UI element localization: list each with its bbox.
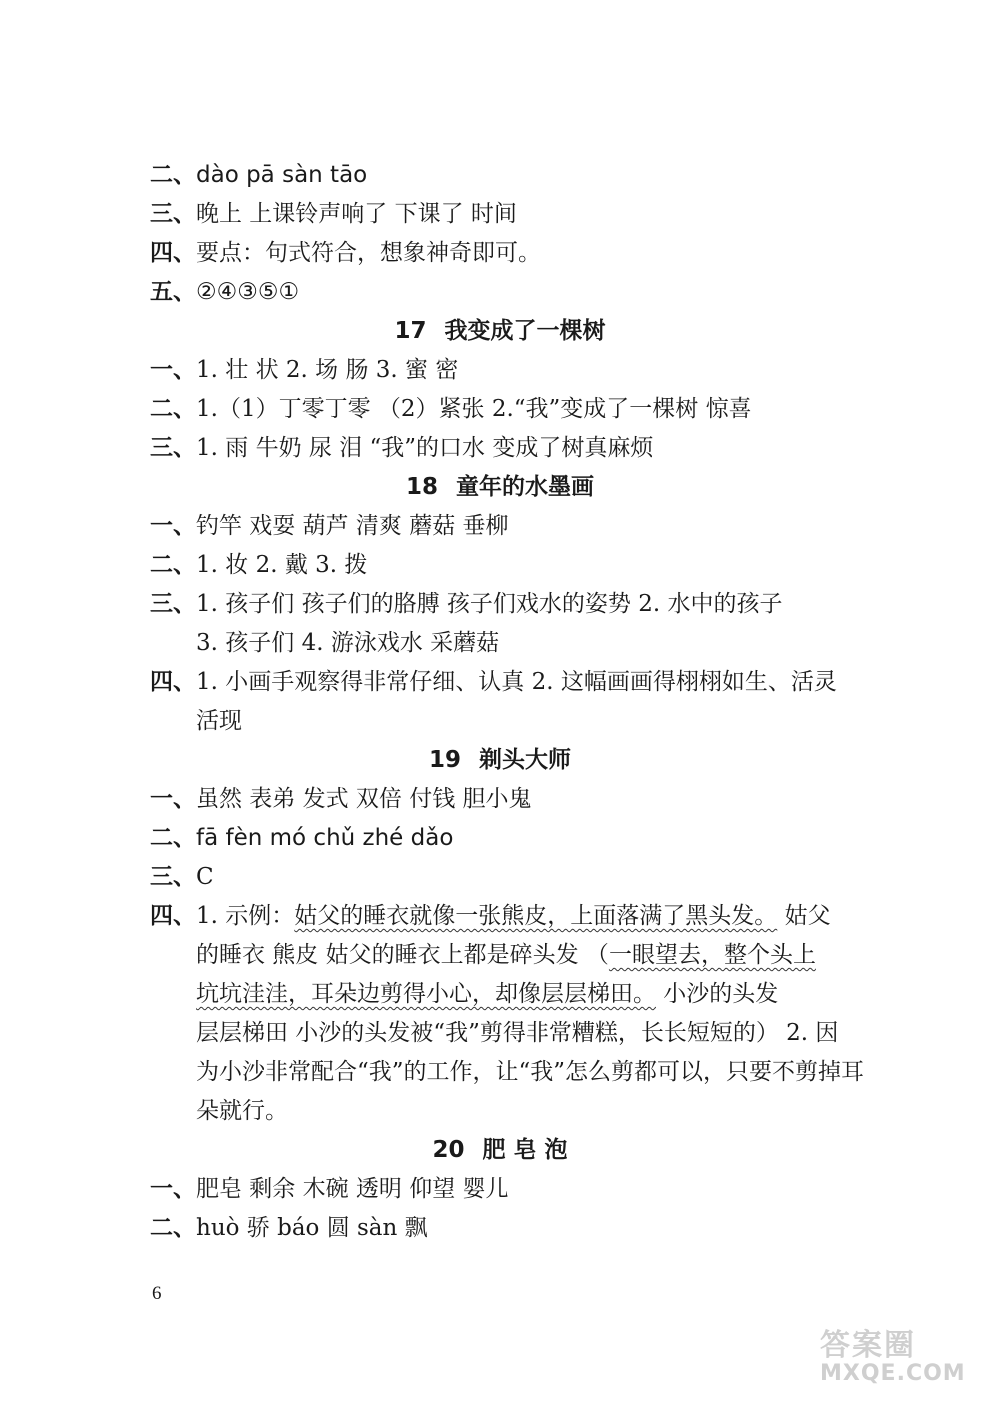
answer-line: 坑坑洼洼，耳朵边剪得小心，却像层层梯田。 小沙的头发 <box>196 981 779 1007</box>
answer-line: 二、fā fèn mó chǔ zhé dǎo <box>150 824 454 851</box>
answer-line: 三、晚上 上课铃声响了 下课了 时间 <box>150 200 517 227</box>
wavy-underlined-text: 姑父的睡衣就像一张熊皮，上面落满了黑头发。 <box>294 903 778 929</box>
answer-line: 四、要点：句式符合，想象神奇即可。 <box>150 239 541 266</box>
answer-line: 五、②④③⑤① <box>150 278 300 305</box>
section-title: 19 剃头大师 <box>428 747 571 773</box>
answer-line: 为小沙非常配合“我”的工作，让“我”怎么剪都可以，只要不剪掉耳 <box>196 1059 865 1085</box>
answer-line: 活现 <box>196 708 242 734</box>
watermark-logo: 答案圈 MXQE.COM <box>820 1328 966 1386</box>
section-title: 18 童年的水墨画 <box>405 474 594 500</box>
answer-line: 三、1. 孩子们 孩子们的胳膊 孩子们戏水的姿势 2. 水中的孩子 <box>150 590 783 617</box>
answer-line: 二、1.（1）丁零丁零 （2）紧张 2.“我”变成了一棵树 惊喜 <box>150 395 752 422</box>
answer-line: 一、肥皂 剩余 木碗 透明 仰望 婴儿 <box>150 1175 509 1202</box>
page-number: 6 <box>152 1283 162 1304</box>
answer-line: 四、1. 示例：姑父的睡衣就像一张熊皮，上面落满了黑头发。 姑父 <box>150 902 831 929</box>
answer-line: 层层梯田 小沙的头发被“我”剪得非常糟糕，长长短短的） 2. 因 <box>196 1020 839 1046</box>
answer-line: 二、dào pā sàn tāo <box>150 161 368 188</box>
answer-line: 一、1. 壮 状 2. 场 肠 3. 蜜 密 <box>150 356 459 383</box>
answer-line: 三、C <box>150 863 214 890</box>
answer-line: 3. 孩子们 4. 游泳戏水 采蘑菇 <box>196 630 500 656</box>
answer-line: 三、1. 雨 牛奶 尿 泪 “我”的口水 变成了树真麻烦 <box>150 434 654 461</box>
section-title: 20 肥 皂 泡 <box>432 1137 568 1163</box>
answer-line: 的睡衣 熊皮 姑父的睡衣上都是碎头发 （一眼望去，整个头上 <box>196 942 816 968</box>
wavy-underlined-text: 坑坑洼洼，耳朵边剪得小心，却像层层梯田。 <box>196 981 656 1007</box>
section-title: 17 我变成了一棵树 <box>394 318 606 344</box>
answer-line: 一、虽然 表弟 发式 双倍 付钱 胆小鬼 <box>150 785 532 812</box>
answer-line: 朵就行。 <box>196 1098 288 1124</box>
answer-line: 二、1. 妆 2. 戴 3. 拨 <box>150 551 368 578</box>
answer-line: 一、钓竿 戏耍 葫芦 清爽 蘑菇 垂柳 <box>150 512 509 539</box>
wavy-underlined-text: 一眼望去，整个头上 <box>608 942 816 968</box>
answer-line: 四、1. 小画手观察得非常仔细、认真 2. 这幅画画得栩栩如生、活灵 <box>150 668 837 695</box>
answer-line: 二、huò 骄 báo 圆 sàn 飘 <box>150 1214 428 1241</box>
